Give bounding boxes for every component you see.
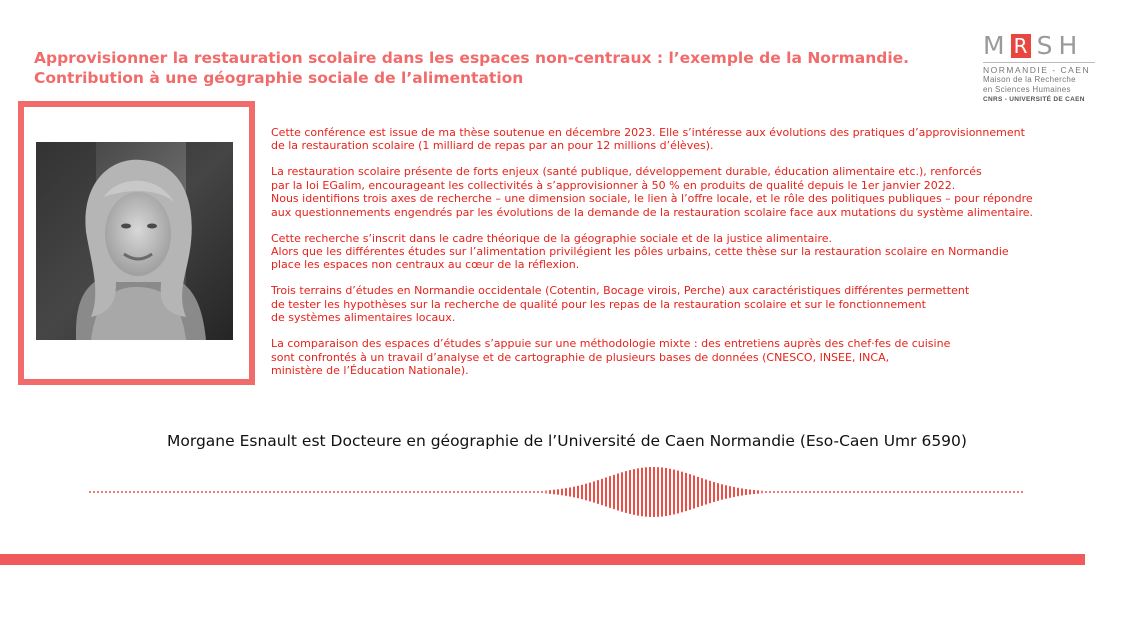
paragraph-1: Cette conférence est issue de ma thèse soutenue en décembre 2023. Elle s’intéresse aux évolutions des pratiques d’approvisionnement de la restauration scolaire (1 milliard de repas par an pour 12 millions d’élèves).	[271, 126, 1025, 153]
author-line: Morgane Esnault est Docteure en géographie de l’Université de Caen Normandie (Eso-Caen Umr 6590)	[167, 432, 967, 450]
paragraph-2: La restauration scolaire présente de forts enjeux (santé publique, développement durable, éducation alimentaire etc.), renforcés par la loi EGalim, encourageant les collectivités à s’approvisionner à 50 % en produits de qualité depuis le 1er janvier 2022. Nous identifions trois axes de recherche – une dimension sociale, le lien à l’offre locale, et le rôle des politiques publiques – pour répondre aux questionnements engendrés par les évolutions de la demande de la restauration scolaire face aux mutations du système alimentaire.	[271, 165, 1033, 219]
abstract-text	[271, 126, 1131, 390]
logo-letters-sh: SH	[1036, 31, 1084, 60]
paragraph-5: La comparaison des espaces d’études s’appuie sur une méthodologie mixte : des entretiens auprès des chef·fes de cuisine sont confrontés à un travail d’analyse et de cartographie de plusieurs bases de données (CNESCO, INSEE, INCA, ministère de l’Éducation Nationale).	[271, 337, 951, 378]
bottom-accent-bar	[0, 554, 1085, 565]
paragraph-4: Trois terrains d’études en Normandie occidentale (Cotentin, Bocage virois, Perche) aux caractéristiques différentes permettent de tester les hypothèses sur la recherche de qualité pour les repas de la restauration scolaire et sur le fonctionnement de systèmes alimentaires locaux.	[271, 284, 970, 325]
logo-subtitle-cnrs: CNRS - UNIVERSITÉ DE CAEN	[983, 96, 1085, 103]
logo-subtitle-normandie: NORMANDIE - CAEN	[983, 62, 1095, 75]
page-title	[34, 48, 974, 88]
logo-subtitle-sciences: en Sciences Humaines	[983, 85, 1071, 94]
paragraph-3: Cette recherche s’inscrit dans le cadre théorique de la géographie sociale et de la justice alimentaire. Alors que les différentes études sur l’alimentation privilégient les pôles urbains, cette thèse sur la restauration scolaire en Normandie place les espaces non centraux au cœur de la réflexion.	[271, 231, 1009, 272]
title-line-2: Contribution à une géographie sociale de l’alimentation	[34, 69, 524, 87]
mrsh-logo	[983, 32, 1095, 105]
logo-subtitle-maison: Maison de la Recherche	[983, 75, 1076, 84]
logo-letter-r: R	[1011, 34, 1031, 58]
logo-mark	[983, 32, 1095, 60]
sound-wave-decoration	[88, 465, 1028, 520]
title-line-1: Approvisionner la restauration scolaire dans les espaces non-centraux : l’exemple de la Normandie.	[34, 49, 910, 67]
logo-letter-m: M	[983, 31, 1011, 60]
portrait-photo	[36, 142, 233, 340]
